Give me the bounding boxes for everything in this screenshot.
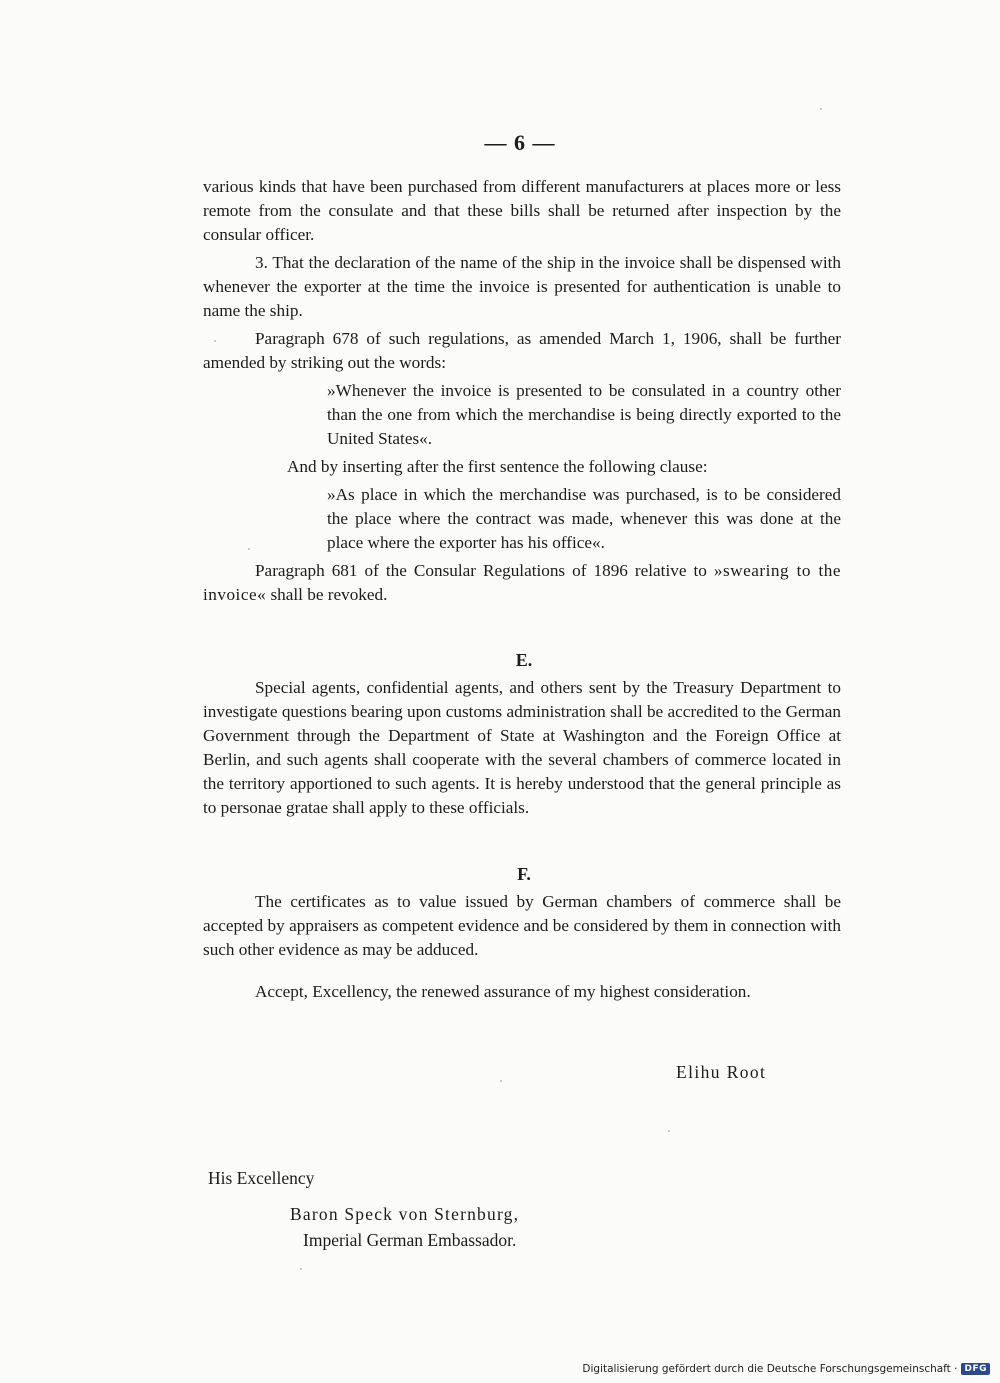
addressee-salutation: His Excellency xyxy=(208,1168,315,1188)
scan-speck xyxy=(300,1268,302,1270)
item-3-paragraph: 3. That the declaration of the name of the ship in the invoice shall be dispensed with whenever the exporter at the time the invoice is presented for authentication is unable to name the ship. xyxy=(203,253,841,320)
dfg-logo: DFG xyxy=(961,1363,990,1375)
section-e-heading: E. xyxy=(515,650,533,670)
quote-inserted-clause: »As place in which the merchandise was purchased, is to be considered the place where the contract was made, whenever this was done at the place where the exporter has his office«. xyxy=(327,485,841,552)
addressee-title: Imperial German Embassador. xyxy=(303,1230,517,1250)
paragraph-681-quoted: »swearing to the invoice« xyxy=(203,561,841,604)
quote-struck-words: »Whenever the invoice is presented to be consulated in a country other than the one from which the merchandise is being directly exported to the United States«. xyxy=(327,381,841,448)
footer-text: Digitalisierung gefördert durch die Deutsche Forschungsgemeinschaft · xyxy=(582,1363,958,1375)
scan-speck xyxy=(248,548,250,550)
section-e-block xyxy=(203,676,841,820)
section-f-paragraph: The certificates as to value issued by German chambers of commerce shall be accepted by appraisers as competent evidence and be considered by them in connection with such other evidence as may be adduced. xyxy=(203,892,841,959)
signature: Elihu Root xyxy=(676,1062,767,1082)
scan-speck xyxy=(500,1080,502,1082)
continuation-paragraph: various kinds that have been purchased from different manufacturers at places more or less remote from the consulate and that these bills shall be returned after inspection by the consular officer. xyxy=(203,177,841,244)
scan-speck xyxy=(820,108,822,110)
scan-speck xyxy=(214,340,216,342)
addressee-name: Baron Speck von Sternburg, xyxy=(290,1204,520,1224)
inserting-clause-intro: And by inserting after the first sentence the following clause: xyxy=(287,457,708,476)
section-f-heading: F. xyxy=(517,864,531,884)
closing-block xyxy=(203,980,841,1004)
paragraph-681 xyxy=(203,559,841,607)
section-f-block xyxy=(203,890,841,962)
digitization-footer xyxy=(582,1363,990,1375)
paragraph-681-start: Paragraph 681 of the Consular Regulations of 1896 relative to xyxy=(255,561,707,580)
page-number: — 6 — xyxy=(484,130,556,155)
paragraph-678: Paragraph 678 of such regulations, as amended March 1, 1906, shall be further amended by striking out the words: xyxy=(203,329,841,372)
scan-speck xyxy=(668,1130,670,1132)
paragraph-681-end: shall be revoked. xyxy=(270,585,388,604)
section-e-paragraph: Special agents, confidential agents, and others sent by the Treasury Department to investigate questions bearing upon customs administration shall be accredited to the German Government through the Department of State at Washington and the Foreign Office at Berlin, and such agents shall cooperate with the several chambers of commerce located in the territory apportioned to such agents. It is hereby understood that the general principle as to personae gratae shall apply to these officials. xyxy=(203,678,841,817)
closing-line: Accept, Excellency, the renewed assurance of my highest consideration. xyxy=(255,982,751,1001)
body-block-1 xyxy=(203,175,841,607)
